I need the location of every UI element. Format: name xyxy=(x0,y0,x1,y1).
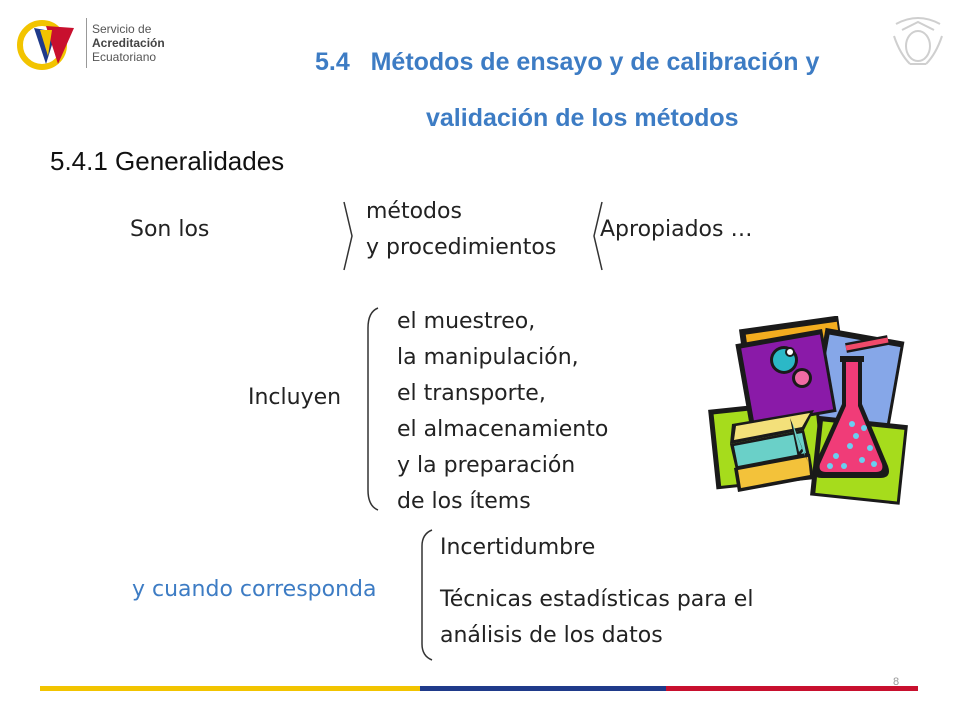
logo-mark-icon xyxy=(16,16,86,72)
block1-open-bracket xyxy=(340,200,356,272)
block3-item-uncertainty: Incertidumbre xyxy=(440,535,596,560)
coat-of-arms-icon xyxy=(888,14,948,72)
section-heading: 5.4.1 Generalidades xyxy=(50,146,285,176)
block3-item-line: análisis de los datos xyxy=(440,623,663,648)
logo-divider xyxy=(86,18,87,68)
block2-item: y la preparación xyxy=(397,453,576,478)
block2-brace xyxy=(362,306,382,512)
lab-books-clipart-icon xyxy=(706,316,910,506)
footer-bar-yellow xyxy=(40,686,420,691)
logo xyxy=(16,16,186,72)
logo-text xyxy=(92,22,165,64)
block1-item: métodos xyxy=(366,199,462,224)
block2-item: el transporte, xyxy=(397,381,546,406)
logo-line-2: Acreditación xyxy=(92,36,165,50)
block2-item: de los ítems xyxy=(397,489,531,514)
block1-lead: Son los xyxy=(130,217,210,242)
footer-bar-red xyxy=(666,686,918,691)
logo-line-3: Ecuatoriano xyxy=(92,50,157,64)
logo-line-1: Servicio de xyxy=(92,22,152,36)
block3-brace xyxy=(416,528,436,662)
block2-lead: Incluyen xyxy=(248,385,342,410)
block1-list xyxy=(366,194,556,266)
block2-item: el muestreo, xyxy=(397,309,536,334)
block3-item-line: Técnicas estadísticas para el xyxy=(440,587,754,612)
block3-item-statistics xyxy=(440,582,753,654)
block3-lead: y cuando corresponda xyxy=(132,577,377,602)
block2-list xyxy=(397,304,608,520)
block1-item: y procedimientos xyxy=(366,235,557,260)
block2-item: la manipulación, xyxy=(397,345,579,370)
block1-result: Apropiados … xyxy=(600,217,753,242)
slide-title-line-2: validación de los métodos xyxy=(426,104,739,132)
footer-bar-blue xyxy=(420,686,666,691)
slide-title-line-1: 5.4 Métodos de ensayo y de calibración y xyxy=(315,48,820,76)
block2-item: el almacenamiento xyxy=(397,417,609,442)
page-number: 8 xyxy=(893,676,900,688)
